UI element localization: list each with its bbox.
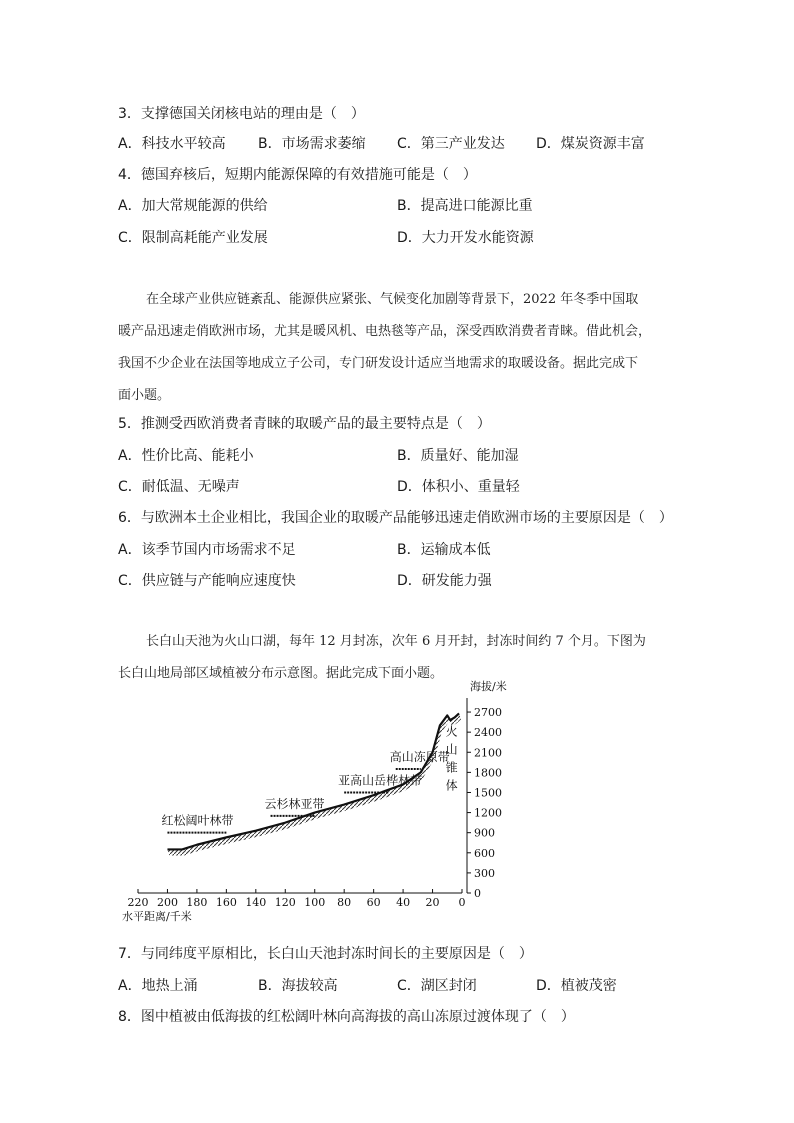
x-tick-label: 20 [425,896,440,909]
zone-label: 亚高山岳桦林带 [338,773,423,788]
y-tick-label: 1200 [474,806,502,820]
question-5-option-b[interactable]: B．质量好、能加湿 [397,448,519,464]
question-4-option-c[interactable]: C．限制高耗能产业发展 [118,230,268,246]
question-6-stem: 6．与欧洲本土企业相比，我国企业的取暖产品能够迅速走俏欧洲市场的主要原因是（ ） [118,510,673,526]
question-8-stem: 8．图中植被由低海拔的红松阔叶林向高海拔的高山冻原过渡体现了（ ） [118,1009,575,1025]
zone-label: 云杉林亚带 [264,796,325,811]
x-tick-label: 40 [396,896,411,909]
x-tick-label: 180 [186,896,208,909]
y-tick-label: 0 [474,887,481,900]
x-tick-label: 160 [215,896,237,909]
question-5-option-a[interactable]: A．性价比高、能耗小 [118,448,254,464]
question-7-option-a[interactable]: A．地热上涌 [118,978,198,994]
question-6-option-d[interactable]: D．研发能力强 [397,573,492,589]
chart-canvas [118,680,518,930]
question-5-option-c[interactable]: C．耐低温、无噪声 [118,479,240,495]
y-tick-label: 2400 [474,726,502,740]
question-6-option-a[interactable]: A．该季节国内市场需求不足 [118,542,296,558]
question-6-option-c[interactable]: C．供应链与产能响应速度快 [118,573,296,589]
x-tick-label: 80 [337,896,352,909]
zone-label: 红松阔叶林带 [161,813,234,828]
y-tick-label: 2100 [474,746,502,760]
passage-line: 在全球产业供应链紊乱、能源供应紧张、气候变化加剧等背景下，2022 年冬季中国取 [146,292,639,307]
x-tick-label: 0 [458,896,466,909]
zone-label: 高山冻原带 [389,750,450,765]
question-4-option-d[interactable]: D．大力开发水能资源 [397,230,534,246]
question-4-option-b[interactable]: B．提高进口能源比重 [397,198,533,214]
question-6-option-b[interactable]: B．运输成本低 [397,542,491,558]
passage-line: 长白山天池为火山口湖，每年 12 月封冻，次年 6 月开封，封冻时间约 7 个月。下图为 [146,634,646,649]
passage-line: 暖产品迅速走俏欧洲市场，尤其是暖风机、电热毯等产品，深受西欧消费者青睐。借此机会， [118,324,652,339]
x-tick-label: 140 [245,896,267,909]
question-3-option-b[interactable]: B．市场需求萎缩 [258,136,366,152]
volcano-cone-label: 火 [445,724,458,739]
passage-line: 我国不少企业在法国等地成立子公司，专门研发设计适应当地需求的取暖设备。据此完成下 [118,356,639,371]
passage-line: 长白山地局部区域植被分布示意图。据此完成下面小题。 [118,666,444,681]
question-7-stem: 7．与同纬度平原相比，长白山天池封冻时间长的主要原因是（ ） [118,946,533,962]
volcano-cone-label: 山 [445,742,458,757]
vegetation-profile-chart [118,680,518,930]
y-axis-label: 海拔/米 [470,680,507,693]
question-3-option-a[interactable]: A．科技水平较高 [118,136,226,152]
y-tick-label: 1800 [474,766,502,780]
question-7-option-d[interactable]: D．植被茂密 [536,978,617,994]
y-tick-label: 1500 [474,786,502,800]
x-tick-label: 60 [366,896,381,909]
y-tick-label: 300 [474,866,495,880]
passage-tianchi [118,626,678,690]
x-tick-label: 100 [304,896,326,909]
y-tick-label: 2700 [474,706,502,720]
x-tick-label: 120 [274,896,296,909]
passage-line: 面小题。 [118,388,171,403]
x-tick-label: 220 [127,896,149,909]
question-5-option-d[interactable]: D．体积小、重量轻 [397,479,520,495]
volcano-cone-label: 体 [445,778,458,793]
question-4-option-a[interactable]: A．加大常规能源的供给 [118,198,268,214]
question-3-option-c[interactable]: C．第三产业发达 [397,136,505,152]
question-7-option-b[interactable]: B．海拔较高 [258,978,338,994]
x-tick-label: 200 [156,896,178,909]
question-5-stem: 5．推测受西欧消费者青睐的取暖产品的最主要特点是（ ） [118,416,491,432]
passage-heating-products [118,284,678,412]
x-axis-label: 水平距离/千米 [122,910,192,923]
question-3-stem: 3．支撑德国关闭核电站的理由是（ ） [118,106,365,122]
question-7-option-c[interactable]: C．湖区封闭 [397,978,477,994]
volcano-cone-label: 锥 [445,760,458,775]
y-tick-label: 600 [474,846,495,860]
question-4-stem: 4．德国弃核后，短期内能源保障的有效措施可能是（ ） [118,167,477,183]
question-3-option-d[interactable]: D．煤炭资源丰富 [536,136,645,152]
y-tick-label: 900 [474,826,495,840]
